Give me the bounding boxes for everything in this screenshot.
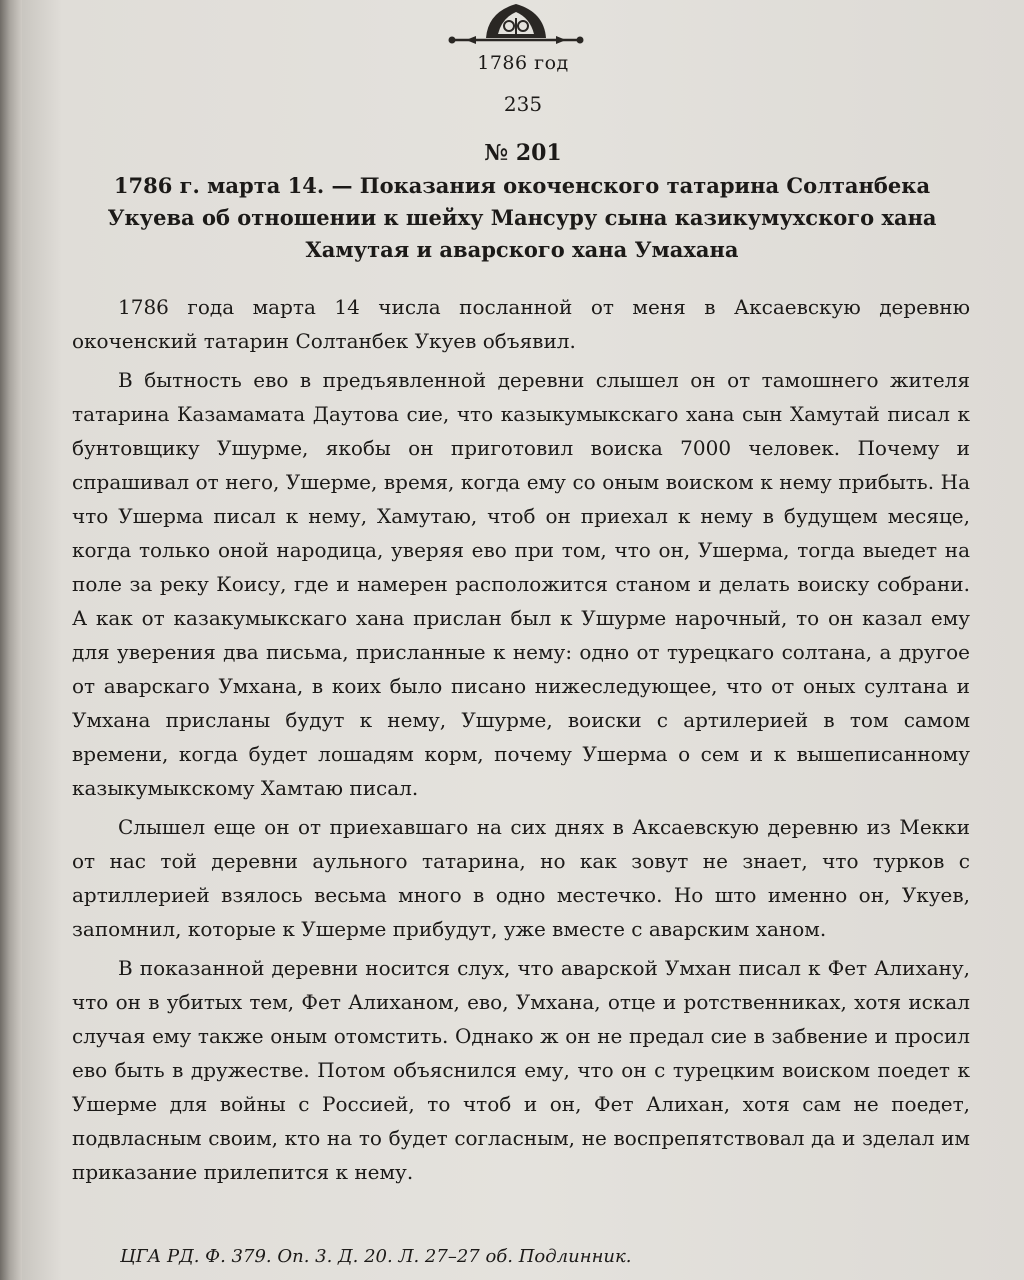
page-number: 235 bbox=[503, 92, 543, 116]
document-title: 1786 г. марта 14. — Показания окоченского татарина Солтанбека Укуева об отношении к шейху Мансуру сына казикумухского хана Хамутая и аварского хана Умахана bbox=[107, 173, 937, 262]
ornament-icon bbox=[446, 0, 586, 46]
document-number: № 201 bbox=[484, 140, 562, 166]
running-head: 1786 год bbox=[477, 52, 569, 74]
document-body bbox=[72, 290, 970, 1194]
book-spine bbox=[0, 0, 22, 1280]
book-page bbox=[22, 0, 1024, 1280]
paragraph: В показанной деревни носится слух, что аварской Умхан писал к Фет Алихану, что он в убитых тем, Фет Алиханом, ево, Умхана, отце и ротственниках, хотя искал случая ему также оным отомстить. Однако ж он не предал сие в забвение и просил ево быть в дружестве. Потом объяснился ему, что он с турецким воиском поедет к Ушерме для войны с Россией, то чтоб и он, Фет Алихан, хотя сам не поедет, подвласным своим, кто на то будет согласным, не воспрепятствовал да и зделал им приказание прилепится к нему. bbox=[72, 956, 970, 1184]
paragraph: В бытность ево в предъявленной деревни слышел он от тамошнего жителя татарина Казамамата Даутова сие, что казыкумыкскаго хана сын Хамутай писал к бунтовщику Ушурме, якобы он приготовил воиска 7000 человек. Почему и спрашивал от него, Ушерме, время, когда ему со оным воиском к нему прибыть. На что Ушерма писал к нему, Хамутаю, чтоб он приехал к нему в будущем месяце, когда только оной народица, уверяя ево при том, что он, Ушерма, тогда выедет на поле за реку Коису, где и намерен расположится станом и делать воиску собрани. А как от казакумыкскаго хана прислан был к Ушурме нарочный, то он казал ему для уверения два письма, присланные к нему: одно от турецкаго солтана, а другое от аварскаго Умхана, в коих было писано нижеследующее, что от оных султана и Умхана присланы будут к нему, Ушурме, воиски с артилерией в том самом времени, когда будет лошадям корм, почему Ушерма о сем и к вышеписанному казыкумыкскому Хамтаю писал. bbox=[72, 368, 970, 800]
archive-source: ЦГА РД. Ф. 379. Оп. 3. Д. 20. Л. 27–27 об. Подлинник. bbox=[120, 1246, 632, 1267]
paragraph: 1786 года марта 14 числа посланной от меня в Аксаевскую деревню окоченский татарин Солтанбек Укуев объявил. bbox=[72, 295, 970, 353]
paragraph: Слышел еще он от приехавшаго на сих днях в Аксаевскую деревню из Мекки от нас той деревни аульного татарина, но как зовут не знает, что турков с артиллерией взялось весьма много в одно местечко. Но што именно он, Укуев, запомнил, которые к Ушерме прибудут, уже вместе с аварским ханом. bbox=[72, 815, 970, 941]
